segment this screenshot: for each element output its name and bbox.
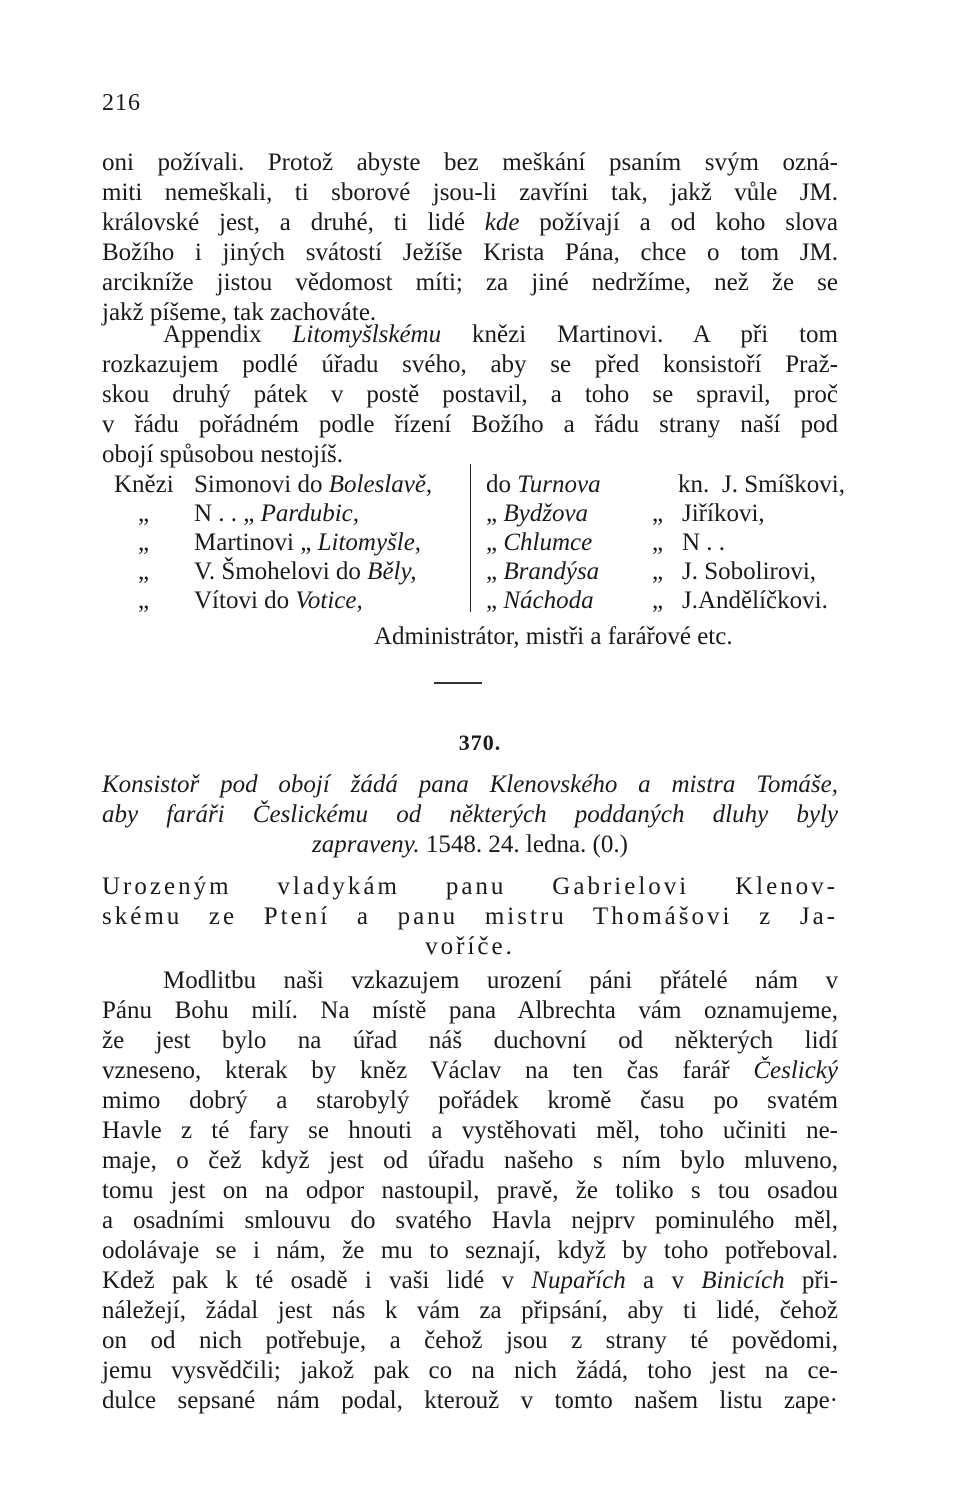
text-line: obojí spůsobou nestojíš. xyxy=(102,441,343,468)
signature-line: Administrátor, mistři a farářové etc. xyxy=(374,623,733,650)
text-line xyxy=(102,208,838,238)
body-line: Havle z té fary se hnouti a vystěhovati měl, toho učiniti ne- xyxy=(102,1117,838,1144)
table-cell: „ xyxy=(652,587,664,614)
table-cell: „ xyxy=(138,558,150,585)
text-line: arcikníže jistou vědomost míti; za jiné nedržíme, než že se xyxy=(102,269,838,296)
address-line: skému ze Ptení a panu mistru Thomášovi z Ja- xyxy=(102,903,838,930)
italic-word: zapraveny. xyxy=(312,831,420,858)
table-cell: J.Andělíčkovi. xyxy=(682,587,828,614)
appendix-line xyxy=(163,320,838,350)
table-cell: kn. xyxy=(678,471,710,498)
italic-word: Litomyšlskému xyxy=(292,321,442,348)
body-line xyxy=(102,1266,838,1296)
body-line: Pánu Bohu milí. Na místě pana Albrechta vám oznamujeme, xyxy=(102,997,838,1024)
text-line: jakž píšeme, tak zachováte. xyxy=(102,299,377,326)
table-cell: Jiříkovi, xyxy=(682,500,765,527)
italic-word: Česlický xyxy=(753,1057,838,1084)
table-cell: N . . „ Pardubic, xyxy=(194,500,360,527)
text-line: v řádu pořádném podle řízení Božího a řádu strany naší pod xyxy=(102,411,838,438)
text-fragment: a v xyxy=(625,1267,702,1294)
table-cell: V. Šmohelovi do Běly, xyxy=(194,558,417,585)
table-cell: J. Smíškovi, xyxy=(722,471,845,498)
table-cell: „ Chlumce xyxy=(486,529,593,556)
italic-word: Binicích xyxy=(701,1267,785,1294)
address-line: Urozeným vladykám panu Gabrielovi Klenov- xyxy=(102,873,838,900)
text-line: oni požívali. Protož abyste bez meškání psaním svým ozná- xyxy=(102,149,838,176)
body-line: tomu jest on na odpor nastoupil, pravě, že toliko s tou osadou xyxy=(102,1177,838,1204)
text-fragment: vzneseno, kterak by kněz Václav na ten čas farář xyxy=(102,1057,754,1084)
text-fragment: Kdež pak k té osadě i vaši lidé v xyxy=(102,1267,532,1294)
italic-word: Nupařích xyxy=(531,1267,626,1294)
table-cell: Simonovi do Boleslavě, xyxy=(194,471,433,498)
document-number: 370. xyxy=(458,730,502,755)
text-fragment: knězi Martinovi. A při tom xyxy=(441,321,838,348)
text-fragment: při- xyxy=(784,1267,838,1294)
table-cell: do Turnova xyxy=(486,471,601,498)
text-fragment: Appendix xyxy=(163,321,293,348)
table-cell: „ xyxy=(138,500,150,527)
table-cell: Martinovi „ Litomyšle, xyxy=(194,529,422,556)
body-line: náležejí, žádal jest nás k vám za připsání, aby ti lidé, čehož xyxy=(102,1297,838,1324)
table-cell: „ xyxy=(652,500,664,527)
priest-table xyxy=(102,470,852,615)
body-line: maje, o čež když jest od úřadu našeho s ním bylo mluveno, xyxy=(102,1147,838,1174)
table-cell: „ xyxy=(138,529,150,556)
heading-line xyxy=(102,830,838,860)
table-cell: „ xyxy=(652,529,664,556)
table-cell: N . . xyxy=(682,529,726,556)
table-cell: J. Sobolirovi, xyxy=(682,558,817,585)
body-line: že jest bylo na úřad náš duchovní od některých lidí xyxy=(102,1027,838,1054)
heading-line: Konsistoř pod obojí žádá pana Klenovského a mistra Tomáše, xyxy=(102,771,838,798)
italic-word: kde xyxy=(484,209,520,236)
heading-line: aby faráři Česlickému od některých poddaných dluhy byly xyxy=(102,801,838,828)
text-fragment: požívají a od koho slova xyxy=(519,209,838,236)
body-line: dulce sepsané nám podal, kterouž v tomto našem listu zape· xyxy=(102,1387,838,1414)
text-fragment: královské jest, a druhé, ti lidé xyxy=(102,209,485,236)
table-cell: „ xyxy=(652,558,664,585)
table-cell: „ Brandýsa xyxy=(486,558,600,585)
text-fragment: 1548. 24. ledna. (0.) xyxy=(419,831,628,858)
body-line: jemu vysvědčili; jakož pak co na nich žádá, toho jest na ce- xyxy=(102,1357,838,1384)
table-row xyxy=(102,499,852,528)
section-rule xyxy=(434,682,482,684)
table-cell: Vítovi do Votice, xyxy=(194,587,363,614)
table-cell: „ xyxy=(138,587,150,614)
body-line: on od nich potřebuje, a čehož jsou z strany té povědomi, xyxy=(102,1327,838,1354)
table-cell: „ Bydžova xyxy=(486,500,589,527)
body-line xyxy=(102,1056,838,1086)
table-row xyxy=(102,470,852,499)
table-row xyxy=(102,586,852,615)
text-line: Božího i jiných svátostí Ježíše Krista Pána, chce o tom JM. xyxy=(102,239,838,266)
text-line: miti nemeškali, ti sborové jsou-li zavříni tak, jakž vůle JM. xyxy=(102,179,838,206)
page-number: 216 xyxy=(102,90,141,116)
body-line: a osadními smlouvu do svatého Havla nejprv pominulého měl, xyxy=(102,1207,838,1234)
table-row xyxy=(102,557,852,586)
text-line: rozkazujem podlé úřadu svého, aby se před konsistoří Praž- xyxy=(102,351,838,378)
table-cell: „ Náchoda xyxy=(486,587,594,614)
address-line: voříče. xyxy=(425,933,515,960)
body-line: mimo dobrý a starobylý pořádek kromě času po svatém xyxy=(102,1087,838,1114)
body-line: Modlitbu naši vzkazujem urození páni přátelé nám v xyxy=(163,967,838,994)
body-line: odolávaje se i nám, že mu to seznají, když by toho potřeboval. xyxy=(102,1237,838,1264)
table-cell: Knězi xyxy=(114,471,174,498)
table-row xyxy=(102,528,852,557)
text-line: skou druhý pátek v postě postavil, a toho se spravil, proč xyxy=(102,381,838,408)
